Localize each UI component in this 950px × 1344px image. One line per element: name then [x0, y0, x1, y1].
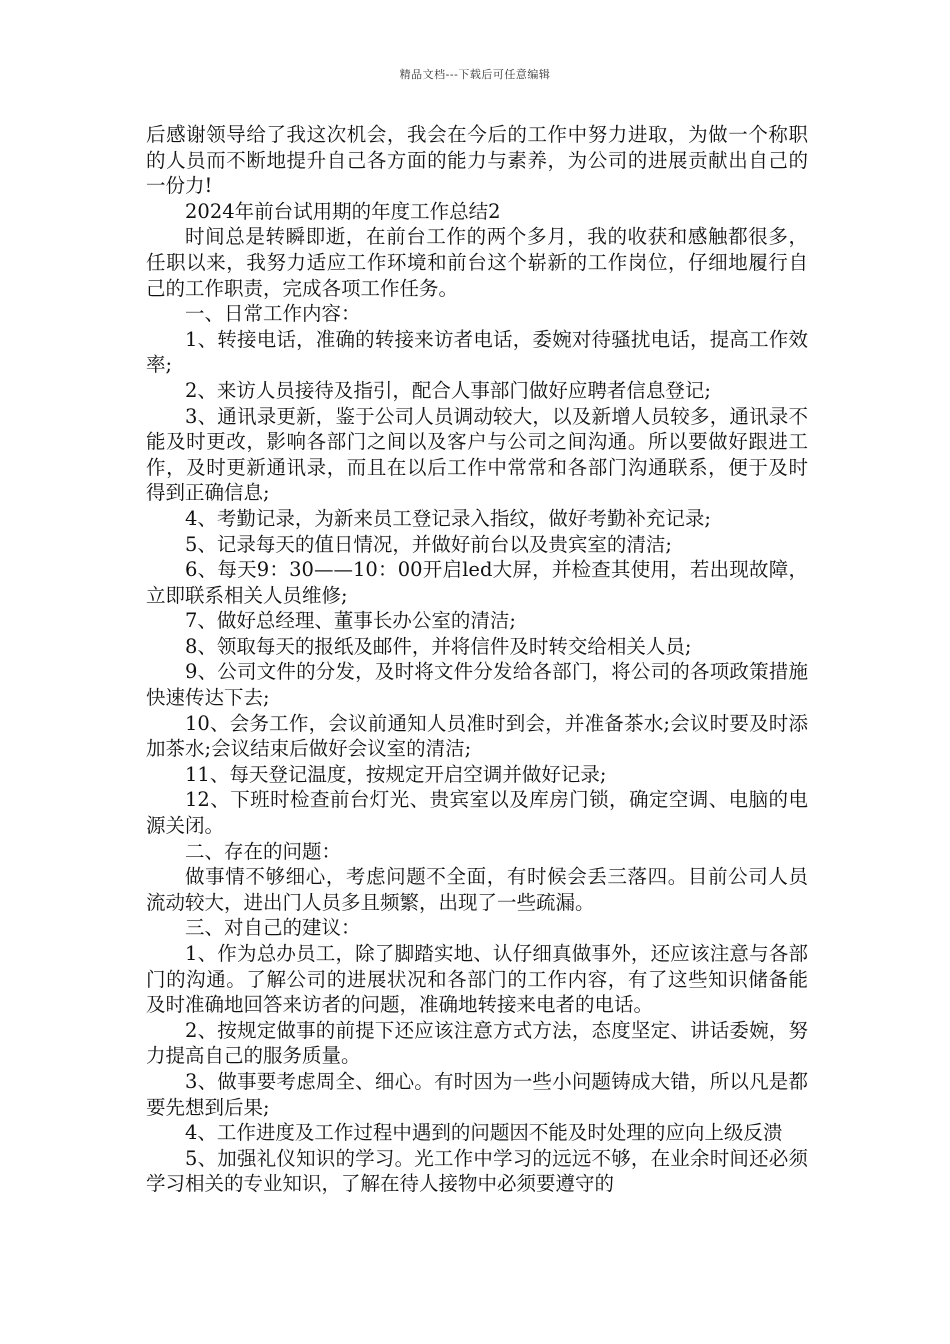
document-body — [146, 122, 808, 1197]
heading-problems: 二、存在的问题： — [185, 839, 342, 863]
list-item: 4、考勤记录，为新来员工登记录入指纹，做好考勤补充记录; — [185, 506, 711, 530]
heading-daily-work: 一、日常工作内容： — [185, 302, 361, 326]
paragraph-problems: 做事情不够细心，考虑问题不全面，有时候会丢三落四。目前公司人员流动较大，进出门人员多且频繁，出现了一些疏漏。 — [146, 865, 808, 914]
page-header: 精品文档---下载后可任意编辑 — [399, 68, 551, 81]
list-item: 4、工作进度及工作过程中遇到的问题因不能及时处理的应向上级反溃 — [185, 1121, 783, 1145]
list-item: 3、通讯录更新，鉴于公司人员调动较大，以及新增人员较多，通讯录不能及时更改，影响各部门之间以及客户与公司之间沟通。所以要做好跟进工作，及时更新通讯录，而且在以后工作中常常和各部门沟通联系，便于及时得到正确信息; — [146, 404, 808, 505]
list-item: 9、公司文件的分发，及时将文件分发给各部门，将公司的各项政策措施快速传达下去; — [146, 660, 808, 710]
list-item: 11、每天登记温度，按规定开启空调并做好记录; — [185, 762, 607, 786]
list-item: 2、来访人员接待及指引，配合人事部门做好应聘者信息登记; — [185, 378, 711, 402]
paragraph-intro: 时间总是转瞬即逝，在前台工作的两个多月，我的收获和感触都很多，任职以来，我努力适应工作环境和前台这个崭新的工作岗位，仔细地履行自己的工作职责，完成各项工作任务。 — [146, 225, 808, 300]
list-item: 1、转接电话，准确的转接来访者电话，委婉对待骚扰电话，提高工作效率; — [146, 327, 808, 377]
section-title: 2024年前台试用期的年度工作总结2 — [185, 199, 501, 223]
list-item: 8、领取每天的报纸及邮件，并将信件及时转交给相关人员; — [185, 634, 692, 658]
heading-suggestions: 三、对自己的建议： — [185, 916, 361, 940]
paragraph-continuation: 后感谢领导给了我这次机会，我会在今后的工作中努力进取，为做一个称职的人员而不断地提升自己各方面的能力与素养，为公司的进展贡献出自己的一份力! — [146, 123, 808, 198]
list-item: 10、会务工作，会议前通知人员准时到会，并准备茶水;会议时要及时添加茶水;会议结束后做好会议室的清洁; — [146, 711, 808, 761]
list-item: 3、做事要考虑周全、细心。有时因为一些小问题铸成大错，所以凡是都要先想到后果; — [146, 1069, 808, 1119]
list-item: 6、每天9：30——10：00开启led大屏，并检查其使用，若出现故障，立即联系相关人员维修; — [146, 558, 808, 607]
list-item: 7、做好总经理、董事长办公室的清洁; — [185, 609, 516, 633]
list-item: 5、记录每天的值日情况，并做好前台以及贵宾室的清洁; — [185, 532, 672, 556]
list-item: 2、按规定做事的前提下还应该注意方式方法，态度坚定、讲话委婉，努力提高自己的服务质量。 — [146, 1018, 808, 1068]
list-item: 1、作为总办员工，除了脚踏实地、认仔细真做事外，还应该注意与各部门的沟通。了解公司的进展状况和各部门的工作内容，有了这些知识储备能及时准确地回答来访者的问题，准确地转接来电者的电话。 — [146, 942, 808, 1017]
list-item: 12、下班时检查前台灯光、贵宾室以及库房门锁，确定空调、电脑的电源关闭。 — [146, 788, 808, 838]
list-item: 5、加强礼仪知识的学习。光工作中学习的远远不够，在业余时间还必须学习相关的专业知识，了解在待人接物中必须要遵守的 — [146, 1146, 808, 1196]
